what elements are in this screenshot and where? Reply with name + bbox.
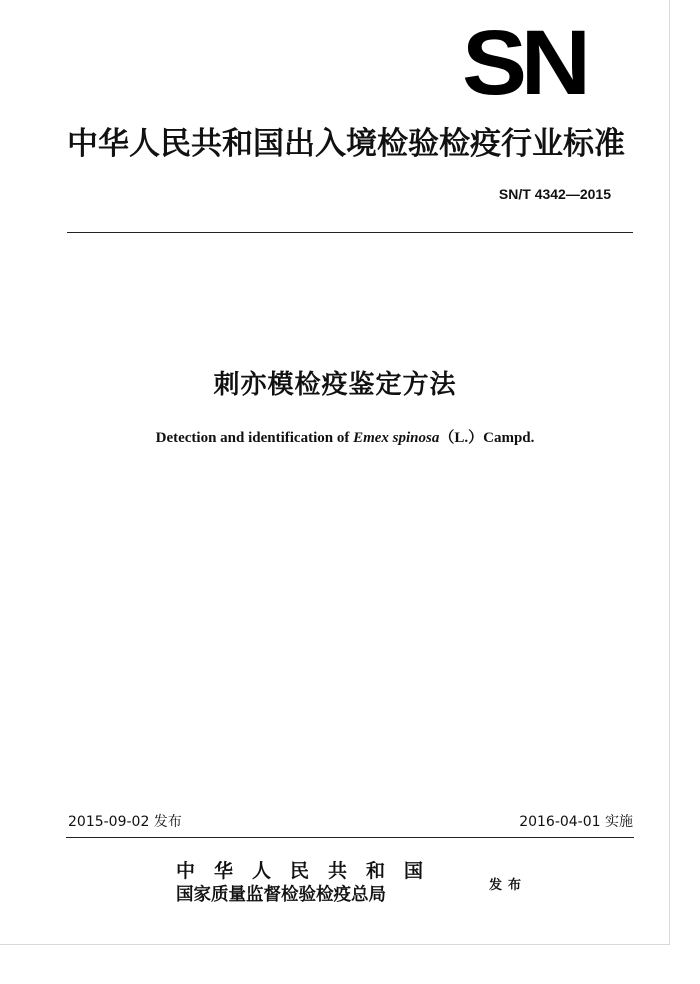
top-divider xyxy=(67,232,633,233)
english-title xyxy=(0,426,690,447)
issue-date: 2015-09-02 发布 xyxy=(68,814,182,830)
english-title-species: Emex spinosa xyxy=(353,430,440,446)
implementation-date: 2016-04-01 实施 xyxy=(519,814,633,830)
authority-title: 中华人民共和国出入境检验检疫行业标准 xyxy=(67,126,625,162)
sn-logo: SN xyxy=(462,12,585,114)
issuer-agency: 国家质量监督检验检疫总局 xyxy=(176,885,386,905)
issue-label: 发布 xyxy=(489,878,528,893)
issuer-country: 中华人民共和国 xyxy=(176,860,443,882)
bottom-divider xyxy=(66,837,634,838)
chinese-title: 刺亦模检疫鉴定方法 xyxy=(213,370,457,400)
standard-number: SN/T 4342—2015 xyxy=(498,186,611,202)
english-title-prefix: Detection and identification of xyxy=(155,430,354,446)
english-title-suffix: （L.）Campd. xyxy=(439,430,535,446)
